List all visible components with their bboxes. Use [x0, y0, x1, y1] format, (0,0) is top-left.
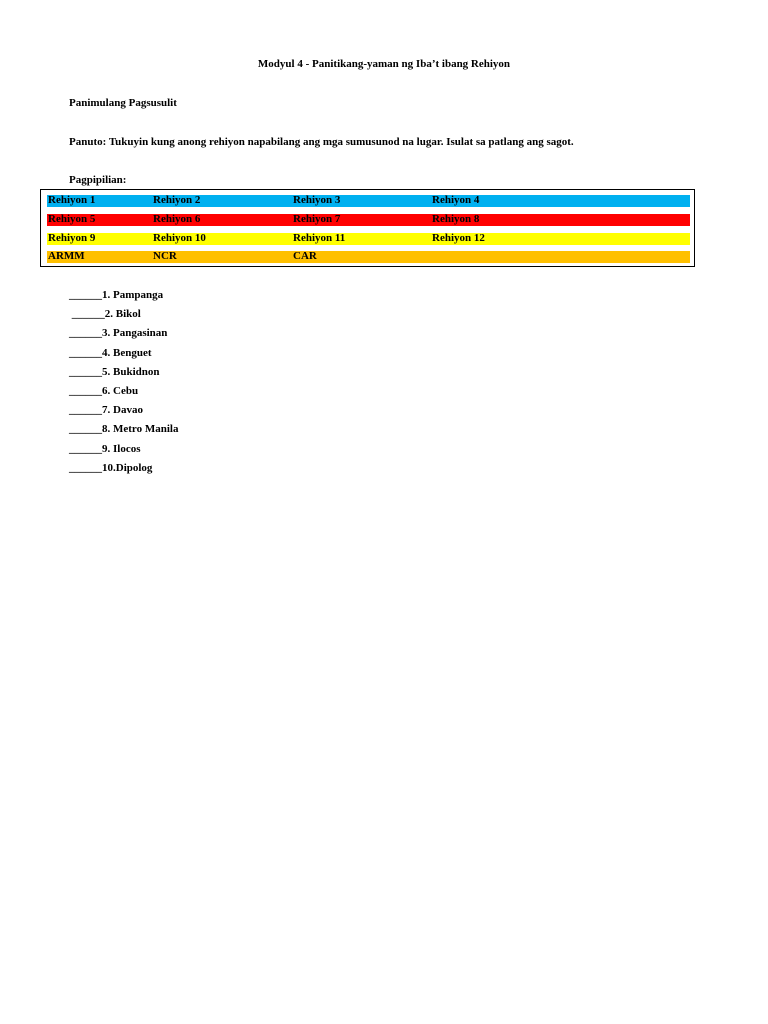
choice-cell: ARMM: [48, 250, 85, 262]
question-item: ______10.Dipolog: [69, 461, 153, 474]
question-item: ______5. Bukidnon: [69, 365, 160, 378]
choice-cell: Rehiyon 8: [432, 213, 480, 225]
choices-row-1: [47, 195, 690, 207]
choices-table: [40, 189, 695, 267]
question-item: ______1. Pampanga: [69, 289, 164, 301]
choice-cell: NCR: [153, 250, 177, 262]
question-item: ______7. Davao: [69, 404, 143, 417]
choice-cell: Rehiyon 9: [48, 232, 96, 244]
choices-row-2: [47, 214, 690, 226]
question-list: [69, 288, 178, 480]
question-item: ______3. Pangasinan: [69, 327, 168, 340]
choices-label: Pagpipilian:: [69, 174, 127, 186]
choices-row-4: [47, 251, 690, 263]
choice-cell: Rehiyon 10: [153, 232, 206, 244]
question-item: ______4. Benguet: [69, 346, 152, 359]
choice-cell: Rehiyon 3: [293, 194, 341, 206]
choice-cell: Rehiyon 1: [48, 194, 96, 206]
question-item: ______2. Bikol: [69, 308, 141, 321]
choice-cell: Rehiyon 4: [432, 194, 480, 206]
choice-cell: CAR: [293, 250, 317, 262]
choice-cell: Rehiyon 2: [153, 194, 201, 206]
question-item: ______9. Ilocos: [69, 442, 141, 455]
choices-row-3: [47, 233, 690, 245]
document-title: Modyul 4 - Panitikang-yaman ng Iba’t ibang Rehiyon: [257, 58, 511, 70]
choice-cell: Rehiyon 12: [432, 232, 485, 244]
choice-cell: Rehiyon 6: [153, 213, 201, 225]
choice-cell: Rehiyon 11: [293, 232, 346, 244]
question-item: ______8. Metro Manila: [69, 423, 179, 436]
instructions-text: Panuto: Tukuyin kung anong rehiyon napabilang ang mga sumusunod na lugar. Isulat sa patlang ang sagot.: [69, 136, 574, 148]
choice-cell: Rehiyon 5: [48, 213, 96, 225]
question-item: ______6. Cebu: [69, 384, 139, 397]
choice-cell: Rehiyon 7: [293, 213, 341, 225]
section-heading: Panimulang Pagsusulit: [69, 97, 177, 109]
